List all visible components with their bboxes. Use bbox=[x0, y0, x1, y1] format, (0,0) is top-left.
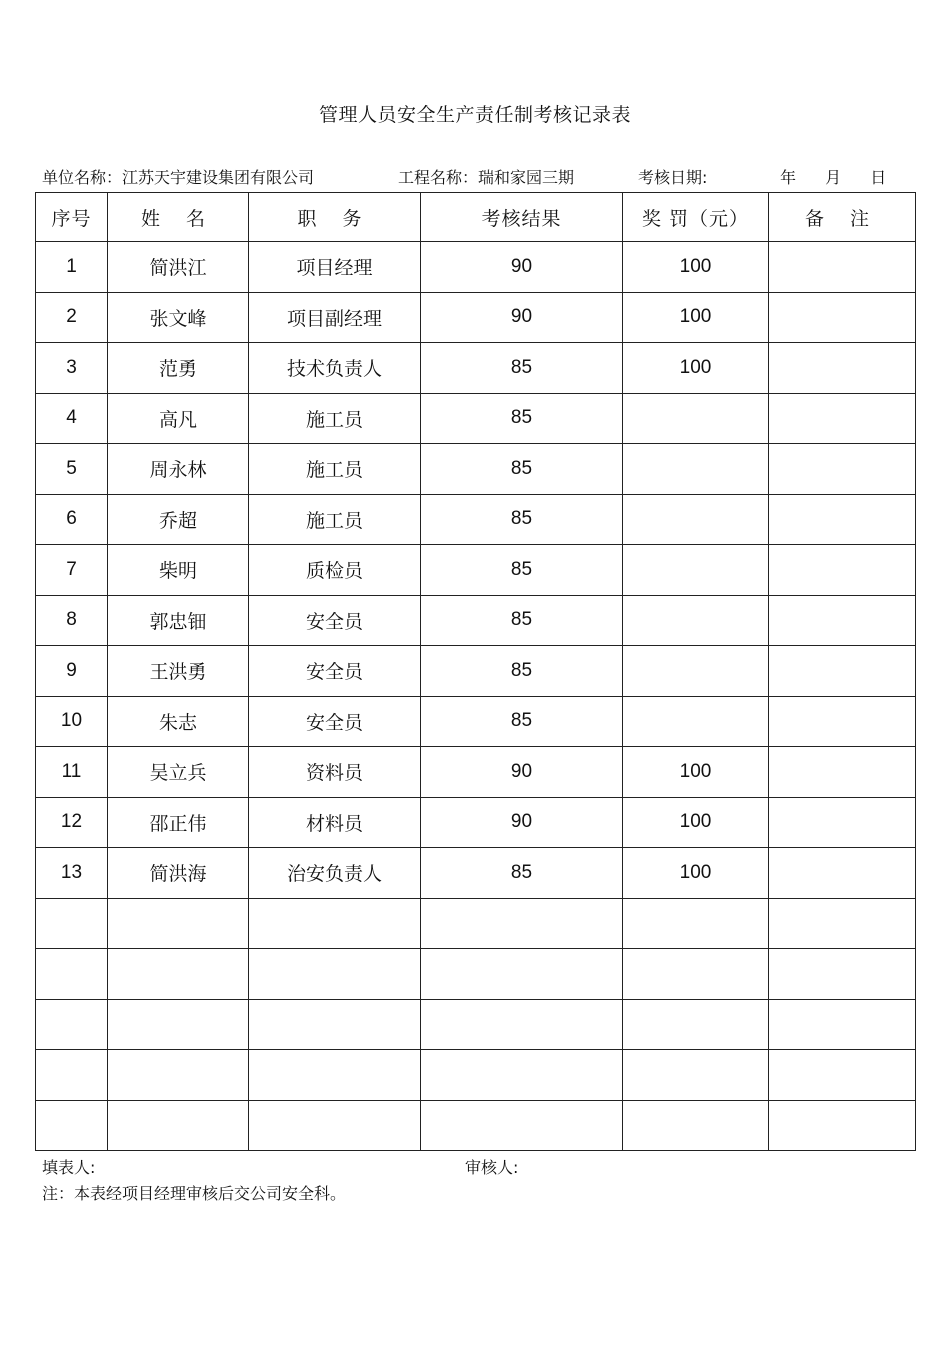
document-title: 管理人员安全生产责任制考核记录表 bbox=[318, 104, 631, 126]
cell-no: 13 bbox=[36, 848, 108, 899]
cell-reward bbox=[623, 696, 769, 747]
assessment-table bbox=[35, 192, 916, 1151]
cell-no: 1 bbox=[36, 242, 108, 293]
table-row bbox=[36, 848, 916, 899]
cell-score: 85 bbox=[421, 646, 623, 697]
cell-score: 90 bbox=[421, 242, 623, 293]
table-row bbox=[36, 949, 916, 1000]
cell-position: 安全员 bbox=[249, 646, 421, 697]
cell-reward: 100 bbox=[623, 747, 769, 798]
cell-score: 90 bbox=[421, 797, 623, 848]
cell-name: 柴明 bbox=[108, 545, 249, 596]
cell-position: 材料员 bbox=[249, 797, 421, 848]
cell-no: 11 bbox=[36, 747, 108, 798]
cell-name: 王洪勇 bbox=[108, 646, 249, 697]
cell-reward: 100 bbox=[623, 242, 769, 293]
cell-reward bbox=[623, 494, 769, 545]
cell-remark bbox=[769, 393, 916, 444]
date-month: 月 bbox=[825, 168, 842, 187]
cell-no: 8 bbox=[36, 595, 108, 646]
table-row bbox=[36, 797, 916, 848]
cell-reward: 100 bbox=[623, 848, 769, 899]
cell-score: 85 bbox=[421, 343, 623, 394]
cell-position bbox=[249, 898, 421, 949]
cell-reward bbox=[623, 1050, 769, 1101]
table-row bbox=[36, 747, 916, 798]
cell-no: 2 bbox=[36, 292, 108, 343]
cell-remark bbox=[769, 242, 916, 293]
footnote: 注：本表经项目经理审核后交公司安全科。 bbox=[42, 1184, 347, 1203]
cell-no bbox=[36, 999, 108, 1050]
cell-reward: 100 bbox=[623, 343, 769, 394]
cell-no: 10 bbox=[36, 696, 108, 747]
cell-remark bbox=[769, 646, 916, 697]
cell-score: 85 bbox=[421, 848, 623, 899]
reviewer-label: 审核人: bbox=[465, 1158, 519, 1177]
cell-no: 3 bbox=[36, 343, 108, 394]
cell-remark bbox=[769, 545, 916, 596]
cell-remark bbox=[769, 747, 916, 798]
cell-score bbox=[421, 898, 623, 949]
cell-reward: 100 bbox=[623, 797, 769, 848]
cell-position bbox=[249, 1050, 421, 1101]
cell-remark bbox=[769, 848, 916, 899]
table-row bbox=[36, 696, 916, 747]
cell-score bbox=[421, 999, 623, 1050]
cell-position bbox=[249, 949, 421, 1000]
cell-score: 90 bbox=[421, 747, 623, 798]
table-row bbox=[36, 898, 916, 949]
cell-no bbox=[36, 1050, 108, 1101]
cell-position: 施工员 bbox=[249, 494, 421, 545]
cell-no bbox=[36, 1100, 108, 1151]
cell-no bbox=[36, 949, 108, 1000]
inspection-date bbox=[780, 165, 886, 188]
table-row bbox=[36, 1100, 916, 1151]
cell-remark bbox=[769, 1100, 916, 1151]
cell-position: 施工员 bbox=[249, 393, 421, 444]
cell-no: 7 bbox=[36, 545, 108, 596]
cell-reward bbox=[623, 949, 769, 1000]
header-name: 姓 名 bbox=[108, 193, 249, 242]
header-position: 职 务 bbox=[249, 193, 421, 242]
cell-no bbox=[36, 898, 108, 949]
cell-remark bbox=[769, 696, 916, 747]
cell-no: 6 bbox=[36, 494, 108, 545]
cell-reward bbox=[623, 444, 769, 495]
cell-name bbox=[108, 1100, 249, 1151]
cell-remark bbox=[769, 595, 916, 646]
cell-name: 郭忠钿 bbox=[108, 595, 249, 646]
table-row bbox=[36, 494, 916, 545]
cell-position: 项目经理 bbox=[249, 242, 421, 293]
filler-label: 填表人: bbox=[42, 1158, 96, 1177]
cell-name: 简洪海 bbox=[108, 848, 249, 899]
cell-position: 治安负责人 bbox=[249, 848, 421, 899]
cell-name: 简洪江 bbox=[108, 242, 249, 293]
unit-name: 单位名称：江苏天宇建设集团有限公司 bbox=[42, 168, 315, 187]
header-no: 序号 bbox=[36, 193, 108, 242]
cell-name: 高凡 bbox=[108, 393, 249, 444]
cell-remark bbox=[769, 1050, 916, 1101]
cell-reward bbox=[623, 646, 769, 697]
cell-position: 技术负责人 bbox=[249, 343, 421, 394]
table-row bbox=[36, 595, 916, 646]
cell-position: 施工员 bbox=[249, 444, 421, 495]
cell-position bbox=[249, 1100, 421, 1151]
cell-remark bbox=[769, 494, 916, 545]
cell-name bbox=[108, 898, 249, 949]
table-row bbox=[36, 343, 916, 394]
header-remark: 备 注 bbox=[769, 193, 916, 242]
cell-reward: 100 bbox=[623, 292, 769, 343]
cell-name bbox=[108, 999, 249, 1050]
project-name: 工程名称：瑞和家园三期 bbox=[398, 168, 575, 187]
cell-score: 85 bbox=[421, 393, 623, 444]
table-row bbox=[36, 999, 916, 1050]
table-header-row bbox=[36, 193, 916, 242]
table-row bbox=[36, 393, 916, 444]
table-body bbox=[36, 242, 916, 1151]
cell-remark bbox=[769, 949, 916, 1000]
cell-position bbox=[249, 999, 421, 1050]
cell-no: 12 bbox=[36, 797, 108, 848]
date-year: 年 bbox=[780, 168, 797, 187]
cell-score: 90 bbox=[421, 292, 623, 343]
cell-position: 项目副经理 bbox=[249, 292, 421, 343]
cell-score bbox=[421, 949, 623, 1000]
cell-no: 9 bbox=[36, 646, 108, 697]
cell-no: 5 bbox=[36, 444, 108, 495]
cell-position: 安全员 bbox=[249, 595, 421, 646]
cell-score bbox=[421, 1100, 623, 1151]
cell-name: 乔超 bbox=[108, 494, 249, 545]
cell-name: 范勇 bbox=[108, 343, 249, 394]
table-row bbox=[36, 292, 916, 343]
cell-score: 85 bbox=[421, 696, 623, 747]
header-result: 考核结果 bbox=[421, 193, 623, 242]
date-day: 日 bbox=[870, 168, 887, 187]
cell-remark bbox=[769, 898, 916, 949]
cell-position: 资料员 bbox=[249, 747, 421, 798]
cell-name: 朱志 bbox=[108, 696, 249, 747]
cell-reward bbox=[623, 393, 769, 444]
cell-name: 邵正伟 bbox=[108, 797, 249, 848]
cell-name: 吴立兵 bbox=[108, 747, 249, 798]
cell-score bbox=[421, 1050, 623, 1101]
cell-name bbox=[108, 1050, 249, 1101]
cell-remark bbox=[769, 999, 916, 1050]
cell-remark bbox=[769, 444, 916, 495]
cell-reward bbox=[623, 898, 769, 949]
inspection-date-label: 考核日期: bbox=[638, 168, 708, 187]
cell-name: 张文峰 bbox=[108, 292, 249, 343]
cell-name bbox=[108, 949, 249, 1000]
table-row bbox=[36, 242, 916, 293]
table-row bbox=[36, 545, 916, 596]
cell-remark bbox=[769, 797, 916, 848]
cell-no: 4 bbox=[36, 393, 108, 444]
cell-reward bbox=[623, 595, 769, 646]
table-row bbox=[36, 444, 916, 495]
cell-reward bbox=[623, 545, 769, 596]
cell-position: 安全员 bbox=[249, 696, 421, 747]
cell-reward bbox=[623, 1100, 769, 1151]
table-row bbox=[36, 1050, 916, 1101]
cell-score: 85 bbox=[421, 545, 623, 596]
cell-score: 85 bbox=[421, 595, 623, 646]
cell-score: 85 bbox=[421, 494, 623, 545]
cell-name: 周永林 bbox=[108, 444, 249, 495]
cell-reward bbox=[623, 999, 769, 1050]
header-reward: 奖 罚（元） bbox=[623, 193, 769, 242]
table-row bbox=[36, 646, 916, 697]
cell-remark bbox=[769, 343, 916, 394]
cell-remark bbox=[769, 292, 916, 343]
cell-score: 85 bbox=[421, 444, 623, 495]
cell-position: 质检员 bbox=[249, 545, 421, 596]
